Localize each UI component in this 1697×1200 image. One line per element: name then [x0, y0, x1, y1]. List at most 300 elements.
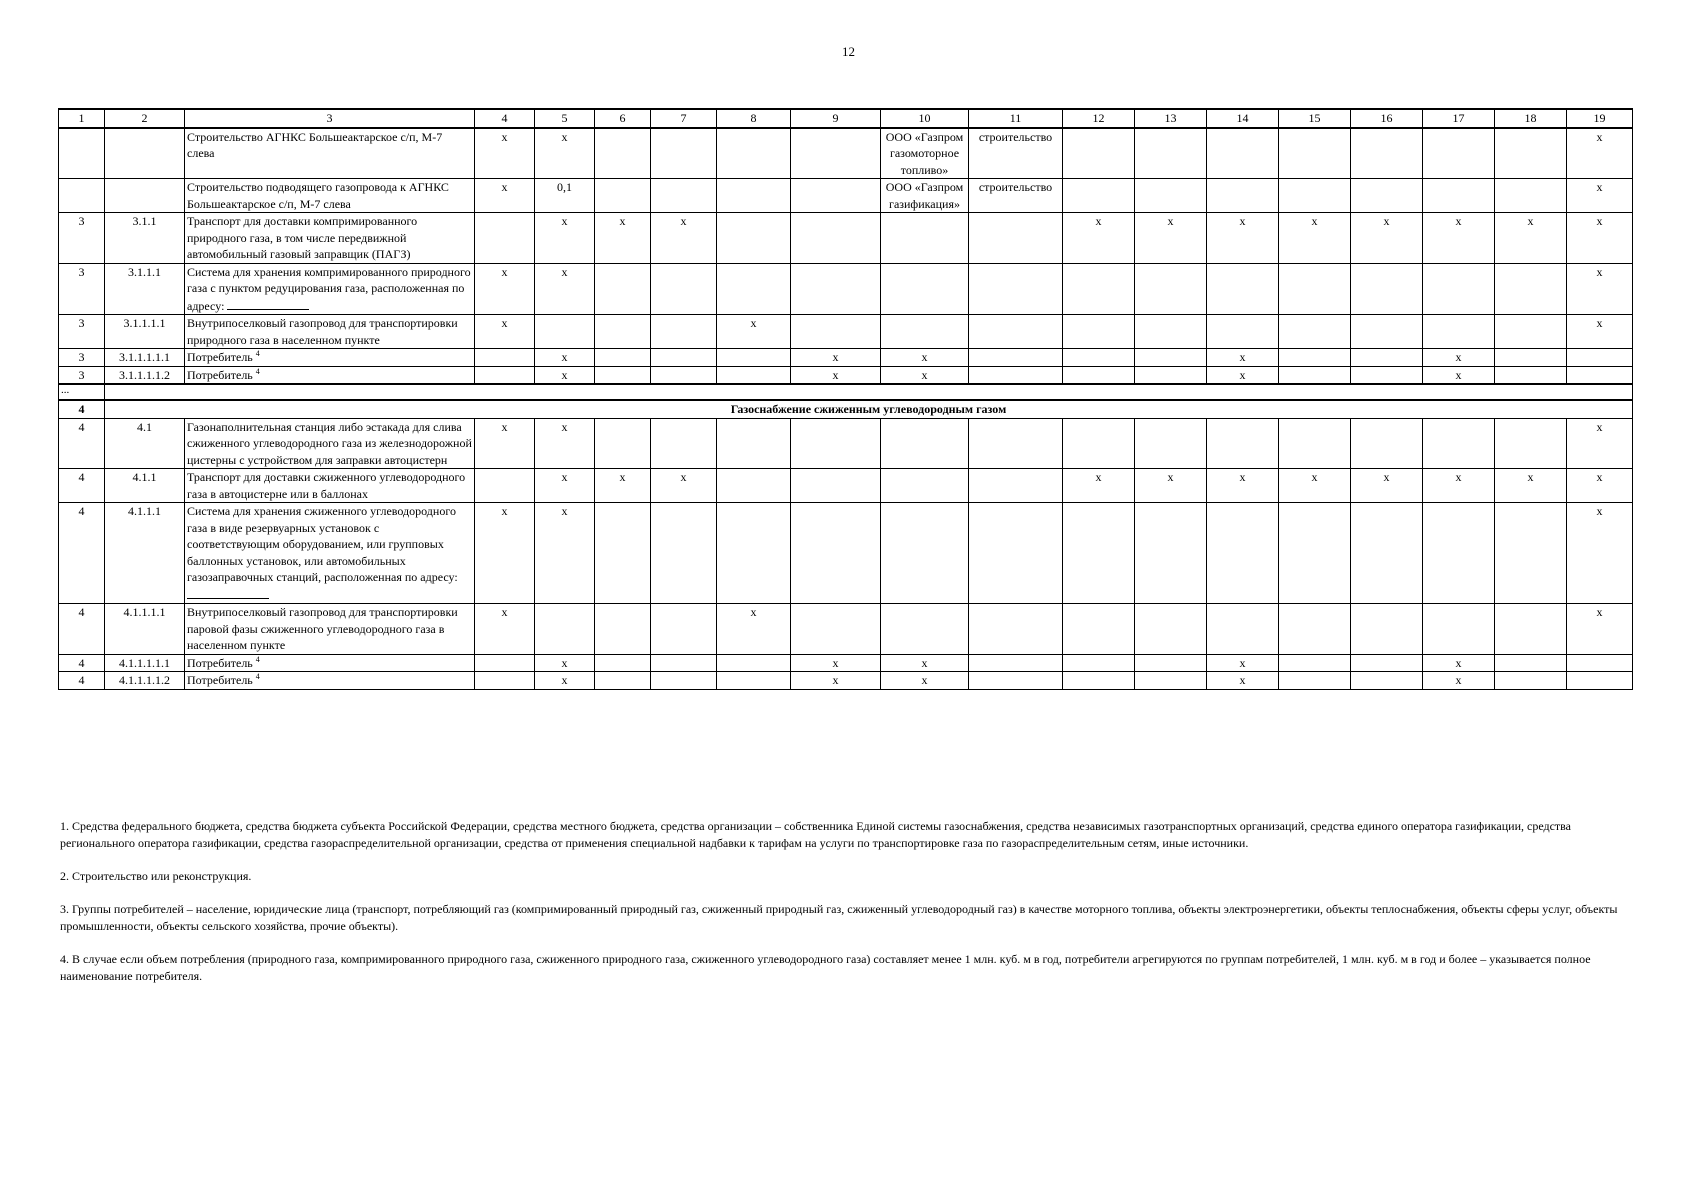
cell-col-18: [1495, 213, 1567, 264]
cell-col-17: [1423, 213, 1495, 264]
cell-text: x: [1596, 605, 1603, 619]
cell-col-12: [1063, 604, 1135, 655]
cell-col-10: [881, 128, 969, 179]
table-row: [59, 672, 1633, 690]
table-row: [59, 469, 1633, 503]
cell-text: x: [750, 316, 757, 330]
cell-text: Строительство АГНКС Большеактарское с/п, М-7 слева: [187, 129, 443, 160]
table-body-section-3: [59, 128, 1633, 385]
cell-col-15: [1279, 503, 1351, 604]
cell-col-14: [1207, 315, 1279, 349]
cell-col-12: [1063, 672, 1135, 690]
cell-col-11: [969, 366, 1063, 384]
cell-col-19: [1567, 503, 1633, 604]
cell-col-7: [651, 418, 717, 469]
cell-text: Газонаполнительная станция либо эстакада для слива сжиженного углеводородного газа из железнодорожной цистерны с устройством для заправки автоцистерн: [187, 419, 472, 467]
cell-text: 3.1.1.1: [128, 264, 161, 279]
cell-col-10: [881, 469, 969, 503]
cell-col-7: [651, 263, 717, 315]
cell-col-15: [1279, 672, 1351, 690]
cell-col-4: [475, 213, 535, 264]
ellipsis-cell: ...: [59, 384, 105, 400]
cell-text: 4.1.1.1.1.1: [119, 655, 170, 670]
cell-col-17: [1423, 179, 1495, 213]
cell-col-8: [717, 213, 791, 264]
footnote-ref: 4: [255, 349, 260, 358]
cell-text: x: [1596, 264, 1603, 279]
footnote-ref: 4: [255, 366, 260, 376]
cell-col-11: [969, 604, 1063, 655]
cell-text: x: [1527, 214, 1534, 228]
table-row: [59, 128, 1633, 179]
cell-col-10: [881, 213, 969, 264]
cell-text: x: [1239, 350, 1246, 364]
cell-text: 4.1.1.1.1.2: [119, 673, 170, 687]
cell-text: x: [1167, 470, 1174, 484]
cell-text: x: [832, 673, 839, 687]
cell-text: x: [1455, 367, 1462, 382]
cell-col-6: [595, 263, 651, 315]
cell-col-11: [969, 469, 1063, 503]
cell-col-13: [1135, 213, 1207, 264]
cell-text: x: [1239, 655, 1246, 670]
cell-col-17: [1423, 349, 1495, 367]
cell-col-13: [1135, 315, 1207, 349]
cell-text: 3.1.1: [132, 214, 157, 228]
cell-col-1: [59, 654, 105, 672]
cell-col-18: [1495, 418, 1567, 469]
cell-col-5: [535, 128, 595, 179]
cell-text: x: [921, 367, 928, 382]
cell-col-14: [1207, 604, 1279, 655]
cell-col-1: [59, 418, 105, 469]
cell-col-11: [969, 503, 1063, 604]
cell-col-19: [1567, 213, 1633, 264]
cell-text: ООО «Газпром газомоторное топливо»: [885, 129, 964, 177]
cell-col-3: [185, 604, 475, 655]
cell-text: строительство: [978, 129, 1053, 144]
cell-text: 3.1.1.1.1: [123, 316, 166, 330]
cell-col-3: [185, 366, 475, 384]
cell-col-1: [59, 349, 105, 367]
cell-col-3: [185, 672, 475, 690]
cell-col-3: [185, 503, 475, 604]
cell-text: x: [921, 655, 928, 670]
cell-col-12: [1063, 128, 1135, 179]
cell-text: x: [501, 316, 508, 330]
cell-col-19: [1567, 349, 1633, 367]
col-header: 10: [881, 109, 969, 128]
cell-text: x: [1239, 673, 1246, 687]
cell-col-2: [105, 315, 185, 349]
cell-col-8: [717, 315, 791, 349]
cell-col-7: [651, 503, 717, 604]
cell-col-14: [1207, 469, 1279, 503]
table-row: [59, 179, 1633, 213]
cell-col-19: [1567, 263, 1633, 315]
col-header: 16: [1351, 109, 1423, 128]
cell-col-17: [1423, 654, 1495, 672]
cell-text: x: [1596, 180, 1603, 194]
cell-col-5: [535, 179, 595, 213]
cell-text: x: [1383, 214, 1390, 228]
cell-col-13: [1135, 672, 1207, 690]
col-header: 14: [1207, 109, 1279, 128]
cell-col-18: [1495, 604, 1567, 655]
cell-text: 4: [78, 470, 85, 484]
col-header: 11: [969, 109, 1063, 128]
cell-text: x: [561, 655, 568, 670]
cell-text: 3: [78, 367, 85, 382]
cell-col-12: [1063, 469, 1135, 503]
cell-text: x: [561, 419, 568, 434]
cell-col-5: [535, 503, 595, 604]
cell-text: Потребитель: [187, 655, 253, 670]
cell-col-9: [791, 604, 881, 655]
cell-col-10: [881, 366, 969, 384]
cell-col-7: [651, 179, 717, 213]
address-blank-line: [227, 297, 309, 310]
cell-text: x: [1095, 470, 1102, 484]
col-header: 2: [105, 109, 185, 128]
col-header: 4: [475, 109, 535, 128]
cell-text: x: [1455, 214, 1462, 228]
cell-col-18: [1495, 128, 1567, 179]
cell-text: Система для хранения сжиженного углеводородного газа в виде резервуарных установок с соответствующим оборудованием, или групповых баллонных установок, или автомобильных газозаправочных станций, расположенная по адресу:: [187, 504, 458, 584]
cell-col-7: [651, 128, 717, 179]
cell-col-18: [1495, 366, 1567, 384]
table-row: [59, 366, 1633, 384]
col-header: 18: [1495, 109, 1567, 128]
ellipsis-filler: [105, 384, 1633, 400]
cell-col-4: [475, 349, 535, 367]
cell-col-12: [1063, 263, 1135, 315]
cell-text: Потребитель: [187, 350, 253, 364]
cell-col-2: [105, 503, 185, 604]
cell-col-6: [595, 213, 651, 264]
cell-col-13: [1135, 503, 1207, 604]
cell-col-15: [1279, 654, 1351, 672]
cell-text: Система для хранения компримированного природного газа с пунктом редуцирования газа, расположенная по адресу:: [187, 264, 471, 313]
cell-text: x: [561, 367, 568, 382]
cell-col-8: [717, 604, 791, 655]
cell-col-15: [1279, 418, 1351, 469]
cell-col-18: [1495, 349, 1567, 367]
cell-col-4: [475, 418, 535, 469]
col-header: 17: [1423, 109, 1495, 128]
cell-col-4: [475, 469, 535, 503]
cell-col-6: [595, 654, 651, 672]
cell-col-16: [1351, 503, 1423, 604]
cell-col-6: [595, 503, 651, 604]
cell-col-2: [105, 179, 185, 213]
table-row: [59, 213, 1633, 264]
col-header: 15: [1279, 109, 1351, 128]
cell-col-4: [475, 604, 535, 655]
cell-col-15: [1279, 128, 1351, 179]
cell-col-14: [1207, 179, 1279, 213]
cell-text: x: [1239, 367, 1246, 382]
cell-col-3: [185, 654, 475, 672]
cell-text: x: [501, 264, 508, 279]
cell-col-10: [881, 604, 969, 655]
cell-col-5: [535, 604, 595, 655]
cell-text: 3: [78, 350, 85, 364]
cell-col-8: [717, 503, 791, 604]
cell-col-14: [1207, 672, 1279, 690]
cell-col-16: [1351, 179, 1423, 213]
footnote-2: 2. Строительство или реконструкция.: [60, 869, 252, 883]
cell-col-15: [1279, 315, 1351, 349]
footnote-4: 4. В случае если объем потребления (природного газа, компримированного природного газа, сжиженного природного газа, сжиженного углеводородного газа) составляет менее 1 млн. куб. м в год, потребители агрегируются по группам потребителей, 1 млн. куб. м в год и более – указывается полное наименование потребителя.: [60, 952, 1591, 983]
cell-text: 3: [78, 316, 85, 330]
cell-col-9: [791, 469, 881, 503]
cell-col-13: [1135, 418, 1207, 469]
ellipsis-row: [59, 384, 1633, 400]
cell-col-17: [1423, 672, 1495, 690]
cell-col-18: [1495, 672, 1567, 690]
col-header: 7: [651, 109, 717, 128]
cell-col-16: [1351, 213, 1423, 264]
cell-col-11: [969, 128, 1063, 179]
cell-col-6: [595, 418, 651, 469]
table-row: [59, 604, 1633, 655]
cell-col-11: [969, 263, 1063, 315]
cell-col-17: [1423, 128, 1495, 179]
cell-col-7: [651, 315, 717, 349]
cell-col-7: [651, 672, 717, 690]
cell-col-17: [1423, 503, 1495, 604]
cell-col-2: [105, 349, 185, 367]
cell-col-13: [1135, 469, 1207, 503]
cell-text: x: [1455, 655, 1462, 670]
footnote-ref: 4: [255, 672, 260, 681]
cell-text: 4: [78, 605, 85, 619]
cell-col-2: [105, 366, 185, 384]
footnote-3: 3. Группы потребителей – население, юридические лица (транспорт, потребляющий газ (компримированный природный газ, сжиженный природный газ, сжиженный углеводородный газ) в качестве моторного топлива, объекты электроэнергетики, объекты теплоснабжения, объекты сферы услуг, объекты промышленности, объекты сельского хозяйства, прочие объекты).: [60, 902, 1618, 933]
cell-text: 4: [78, 673, 85, 687]
col-header: 12: [1063, 109, 1135, 128]
cell-text: x: [619, 214, 626, 228]
cell-col-5: [535, 366, 595, 384]
cell-col-6: [595, 469, 651, 503]
cell-col-4: [475, 263, 535, 315]
table-row: [59, 349, 1633, 367]
cell-col-6: [595, 315, 651, 349]
cell-text: 3: [78, 214, 85, 228]
cell-col-18: [1495, 469, 1567, 503]
cell-text: 4: [78, 655, 85, 670]
cell-col-15: [1279, 366, 1351, 384]
cell-col-18: [1495, 263, 1567, 315]
address-blank-line: [187, 586, 269, 599]
cell-col-11: [969, 418, 1063, 469]
cell-text: x: [561, 264, 568, 279]
cell-col-3: [185, 418, 475, 469]
cell-col-1: [59, 469, 105, 503]
page-number: 12: [842, 44, 855, 59]
cell-col-13: [1135, 128, 1207, 179]
cell-col-13: [1135, 366, 1207, 384]
cell-col-16: [1351, 604, 1423, 655]
cell-text: x: [1095, 214, 1102, 228]
cell-text: x: [561, 504, 568, 518]
cell-col-7: [651, 213, 717, 264]
cell-col-19: [1567, 366, 1633, 384]
cell-col-8: [717, 672, 791, 690]
cell-text: Внутрипоселковый газопровод для транспортировки паровой фазы сжиженного углеводородного газа в населенном пункте: [187, 605, 458, 652]
cell-text: x: [832, 350, 839, 364]
cell-col-7: [651, 604, 717, 655]
cell-text: x: [1167, 214, 1174, 228]
cell-col-17: [1423, 263, 1495, 315]
cell-col-2: [105, 469, 185, 503]
cell-col-3: [185, 213, 475, 264]
cell-col-8: [717, 418, 791, 469]
cell-col-16: [1351, 315, 1423, 349]
section-title: Газоснабжение сжиженным углеводородным газом: [105, 400, 1633, 418]
cell-text: 3.1.1.1.1.1: [119, 350, 170, 364]
cell-col-18: [1495, 179, 1567, 213]
cell-col-16: [1351, 128, 1423, 179]
cell-text: x: [561, 350, 568, 364]
cell-text: x: [1596, 504, 1603, 518]
cell-text: Транспорт для доставки сжиженного углеводородного газа в автоцистерне или в баллонах: [187, 470, 466, 501]
cell-text: x: [501, 605, 508, 619]
cell-col-3: [185, 469, 475, 503]
cell-col-12: [1063, 213, 1135, 264]
cell-col-16: [1351, 263, 1423, 315]
cell-text: x: [832, 655, 839, 670]
cell-col-13: [1135, 604, 1207, 655]
cell-col-15: [1279, 213, 1351, 264]
cell-col-8: [717, 366, 791, 384]
cell-col-19: [1567, 128, 1633, 179]
cell-col-18: [1495, 503, 1567, 604]
cell-col-14: [1207, 349, 1279, 367]
cell-col-10: [881, 418, 969, 469]
cell-col-5: [535, 418, 595, 469]
cell-text: x: [501, 419, 508, 434]
cell-text: 4.1.1.1: [128, 504, 161, 518]
col-header: 9: [791, 109, 881, 128]
cell-col-4: [475, 179, 535, 213]
cell-col-9: [791, 315, 881, 349]
cell-col-13: [1135, 263, 1207, 315]
cell-col-6: [595, 672, 651, 690]
table-row: [59, 315, 1633, 349]
cell-text: x: [1596, 129, 1603, 144]
cell-text: x: [561, 470, 568, 484]
cell-col-15: [1279, 349, 1351, 367]
cell-col-1: [59, 315, 105, 349]
cell-col-11: [969, 349, 1063, 367]
cell-text: 4.1.1.1.1: [123, 605, 166, 619]
cell-text: x: [561, 129, 568, 144]
cell-col-13: [1135, 349, 1207, 367]
cell-col-15: [1279, 179, 1351, 213]
cell-col-13: [1135, 654, 1207, 672]
cell-col-10: [881, 654, 969, 672]
cell-col-10: [881, 503, 969, 604]
cell-col-10: [881, 179, 969, 213]
cell-text: x: [750, 605, 757, 619]
cell-col-3: [185, 315, 475, 349]
cell-text: x: [1596, 470, 1603, 484]
cell-col-6: [595, 349, 651, 367]
cell-col-19: [1567, 654, 1633, 672]
cell-text: x: [619, 470, 626, 484]
cell-col-15: [1279, 604, 1351, 655]
cell-text: x: [1455, 350, 1462, 364]
cell-col-3: [185, 263, 475, 315]
cell-col-10: [881, 263, 969, 315]
cell-col-4: [475, 315, 535, 349]
cell-text: x: [832, 367, 839, 382]
cell-col-11: [969, 672, 1063, 690]
footnote-ref: 4: [255, 654, 260, 664]
cell-col-17: [1423, 604, 1495, 655]
cell-text: x: [1596, 419, 1603, 434]
cell-col-9: [791, 349, 881, 367]
cell-text: x: [561, 673, 568, 687]
cell-col-8: [717, 349, 791, 367]
cell-col-4: [475, 366, 535, 384]
cell-col-8: [717, 179, 791, 213]
cell-col-3: [185, 128, 475, 179]
cell-col-9: [791, 128, 881, 179]
cell-col-3: [185, 349, 475, 367]
cell-col-8: [717, 263, 791, 315]
cell-col-5: [535, 654, 595, 672]
cell-text: x: [1596, 316, 1603, 330]
cell-text: Транспорт для доставки компримированного природного газа, в том числе передвижной автомобильный газовый заправщик (ПАГЗ): [187, 214, 418, 261]
cell-col-5: [535, 315, 595, 349]
cell-text: 4: [78, 419, 85, 434]
cell-col-9: [791, 654, 881, 672]
cell-col-10: [881, 349, 969, 367]
cell-text: Внутрипоселковый газопровод для транспортировки природного газа в населенном пункте: [187, 316, 458, 347]
cell-col-18: [1495, 315, 1567, 349]
footnote-1: 1. Средства федерального бюджета, средства бюджета субъекта Российской Федерации, средства местного бюджета, средства организации – собственника Единой системы газоснабжения, средства независимых газотранспортных организаций, средства единого оператора газификации, средства регионального оператора газификации, средства газораспределительной организации, средства от применения специальной надбавки к тарифам на услуги по транспортировке газа по газораспределительным сетям, иные источники.: [60, 819, 1571, 850]
cell-col-19: [1567, 315, 1633, 349]
table-row: [59, 654, 1633, 672]
table-body-separator: [59, 384, 1633, 418]
cell-col-1: [59, 503, 105, 604]
cell-text: Строительство подводящего газопровода к АГНКС Большеактарское с/п, М-7 слева: [187, 180, 449, 211]
cell-text: ООО «Газпром газификация»: [885, 180, 964, 211]
cell-col-16: [1351, 672, 1423, 690]
cell-col-15: [1279, 469, 1351, 503]
col-header: 3: [185, 109, 475, 128]
table-body-section-4: [59, 418, 1633, 689]
cell-col-14: [1207, 418, 1279, 469]
cell-col-9: [791, 213, 881, 264]
col-header: 8: [717, 109, 791, 128]
cell-col-2: [105, 213, 185, 264]
cell-col-2: [105, 654, 185, 672]
cell-col-7: [651, 349, 717, 367]
cell-col-6: [595, 128, 651, 179]
cell-col-1: [59, 179, 105, 213]
cell-col-16: [1351, 366, 1423, 384]
cell-text: Потребитель: [187, 367, 253, 382]
cell-text: x: [1239, 214, 1246, 228]
cell-col-4: [475, 654, 535, 672]
cell-text: x: [1455, 470, 1462, 484]
cell-text: x: [1311, 470, 1318, 484]
cell-col-19: [1567, 672, 1633, 690]
